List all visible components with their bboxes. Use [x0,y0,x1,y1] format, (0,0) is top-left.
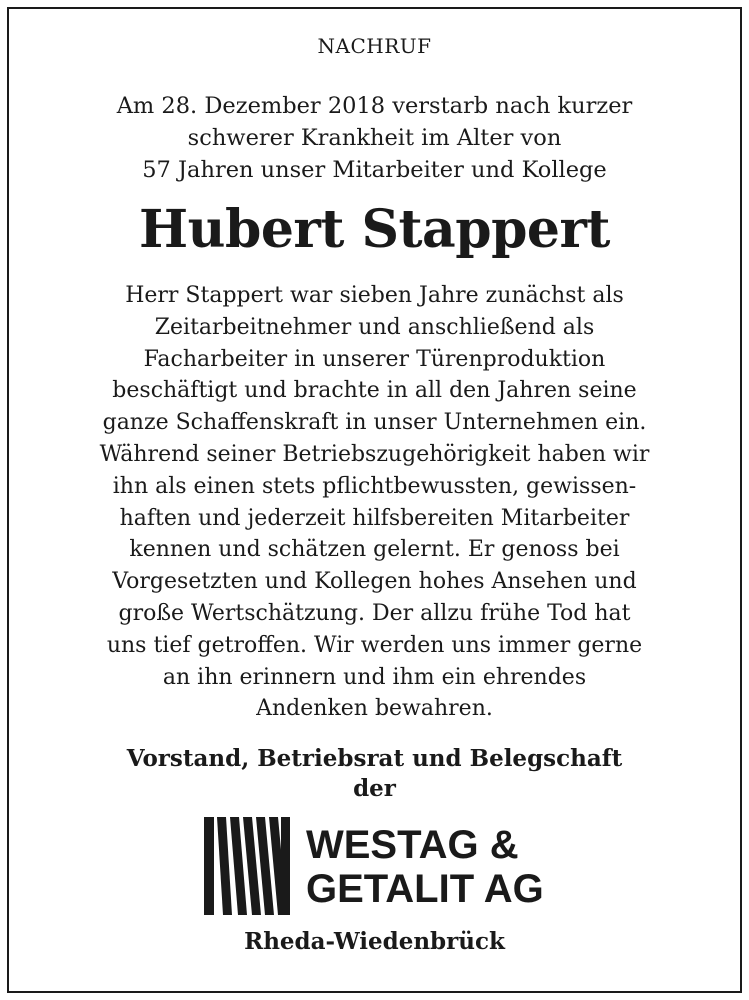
logo-wordmark [306,823,544,911]
tribute-line: uns tief getroffen. Wir werden uns immer gerne [106,632,643,658]
tribute-line: Andenken bewahren. [256,696,493,722]
tribute-line: Vorgesetzten und Kollegen hohes Ansehen und [112,569,637,595]
tribute-line: Während seiner Betriebszugehörigkeit haben wir [99,441,650,467]
intro-line: schwerer Krankheit im Alter von [187,125,562,151]
intro-line: 57 Jahren unser Mitarbeiter und Kollege [142,157,607,183]
tribute-line: ihn als einen stets pflichtbewussten, gewissen- [112,473,637,499]
company-city: Rheda-Wiedenbrück [244,928,505,955]
notice-heading: NACHRUF [317,34,432,58]
company-logo [204,817,544,915]
logo-line: GETALIT AG [306,867,544,911]
tribute-line: ganze Schaffenskraft in unser Unternehmen ein. [102,410,647,436]
tribute-line: an ihn erinnern und ihm ein ehrendes [162,664,587,690]
tribute-line: Zeitarbeitnehmer und anschließend als [154,314,595,340]
tribute-line: Herr Stappert war sieben Jahre zunächst als [125,283,624,308]
tribute-line: beschäftigt und brachte in all den Jahren seine [112,378,637,404]
tribute-line: große Wertschätzung. Der allzu frühe Tod hat [118,600,631,626]
signers-line: der [353,775,396,802]
tribute-line: Facharbeiter in unserer Türenproduktion [143,346,606,372]
tribute-line: haften und jederzeit hilfsbereiten Mitarbeiter [119,505,630,531]
signers-line: Vorstand, Betriebsrat und Belegschaft [126,745,623,772]
logo-line: WESTAG & [306,823,519,867]
intro-line: Am 28. Dezember 2018 verstarb nach kurzer [116,93,633,119]
westag-stripes-icon [204,817,290,915]
tribute-text [0,280,749,725]
intro-text [0,90,749,186]
signers-block [0,744,749,804]
tribute-line: kennen und schätzen gelernt. Er genoss bei [129,537,620,563]
deceased-name: Hubert Stappert [139,199,610,260]
